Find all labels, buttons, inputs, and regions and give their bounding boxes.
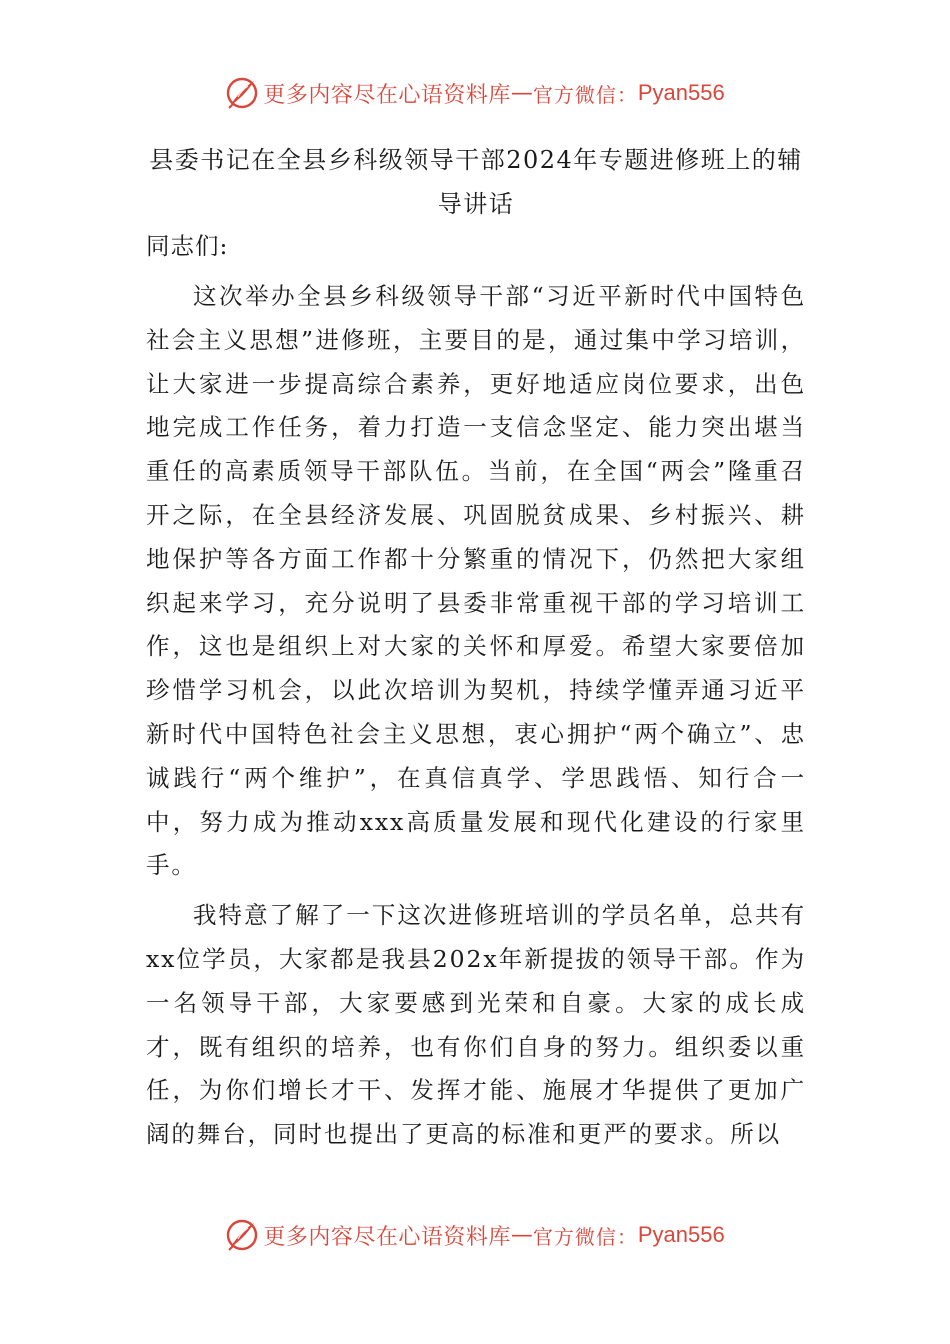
footer-banner [0,1215,950,1255]
footer-wechat-label: 官方微信： [532,1224,638,1249]
paragraph-1: 这次举办全县乡科级领导干部“习近平新时代中国特色社会主义思想”进修班，主要目的是，通过集中学习培训，让大家进一步提高综合素养，更好地适应岗位要求，出色地完成工作任务，着力打造一支信念坚定、能力突出堪当重任的高素质领导干部队伍。当前，在全国“两会”隆重召开之际，在全县经济发展、巩固脱贫成果、乡村振兴、耕地保护等各方面工作都十分繁重的情况下，仍然把大家组织起来学习，充分说明了县委非常重视干部的学习培训工作，这也是组织上对大家的关怀和厚爱。希望大家要倍加珍惜学习机会，以此次培训为契机，持续学懂弄通习近平新时代中国特色社会主义思想，衷心拥护“两个确立”、忠诚践行“两个维护”，在真信真学、学思践悟、知行合一中，努力成为推动xxx高质量发展和现代化建设的行家里手。 [146,282,806,880]
footer-banner-dash: — [510,1222,533,1248]
header-wechat-id: Pyan556 [637,80,725,105]
paragraph-2: 我特意了解了一下这次进修班培训的学员名单，总共有xx位学员，大家都是我县202x年新提拔的领导干部。作为一名领导干部，大家要感到光荣和自豪。大家的成长成才，既有组织的培养，也有你们自身的努力。组织委以重任，为你们增长才干、发挥才能、施展才华提供了更加广阔的舞台，同时也提出了更高的标准和更严的要求。所以 [146,901,806,1149]
salutation: 同志们: [146,232,229,260]
header-banner-dash: — [510,80,533,106]
header-banner [0,73,950,113]
footer-banner-text: 更多内容尽在心语资料库 [263,1224,511,1250]
quill-pen-logo-icon [225,1218,259,1252]
document-body [146,138,806,1163]
header-banner-text: 更多内容尽在心语资料库 [263,82,511,108]
header-wechat-label: 官方微信： [532,82,638,107]
quill-pen-logo-icon [225,76,259,110]
document-title: 县委书记在全县乡科级领导干部2024年专题进修班上的辅导讲话 [149,146,803,218]
footer-wechat-id: Pyan556 [637,1222,725,1247]
